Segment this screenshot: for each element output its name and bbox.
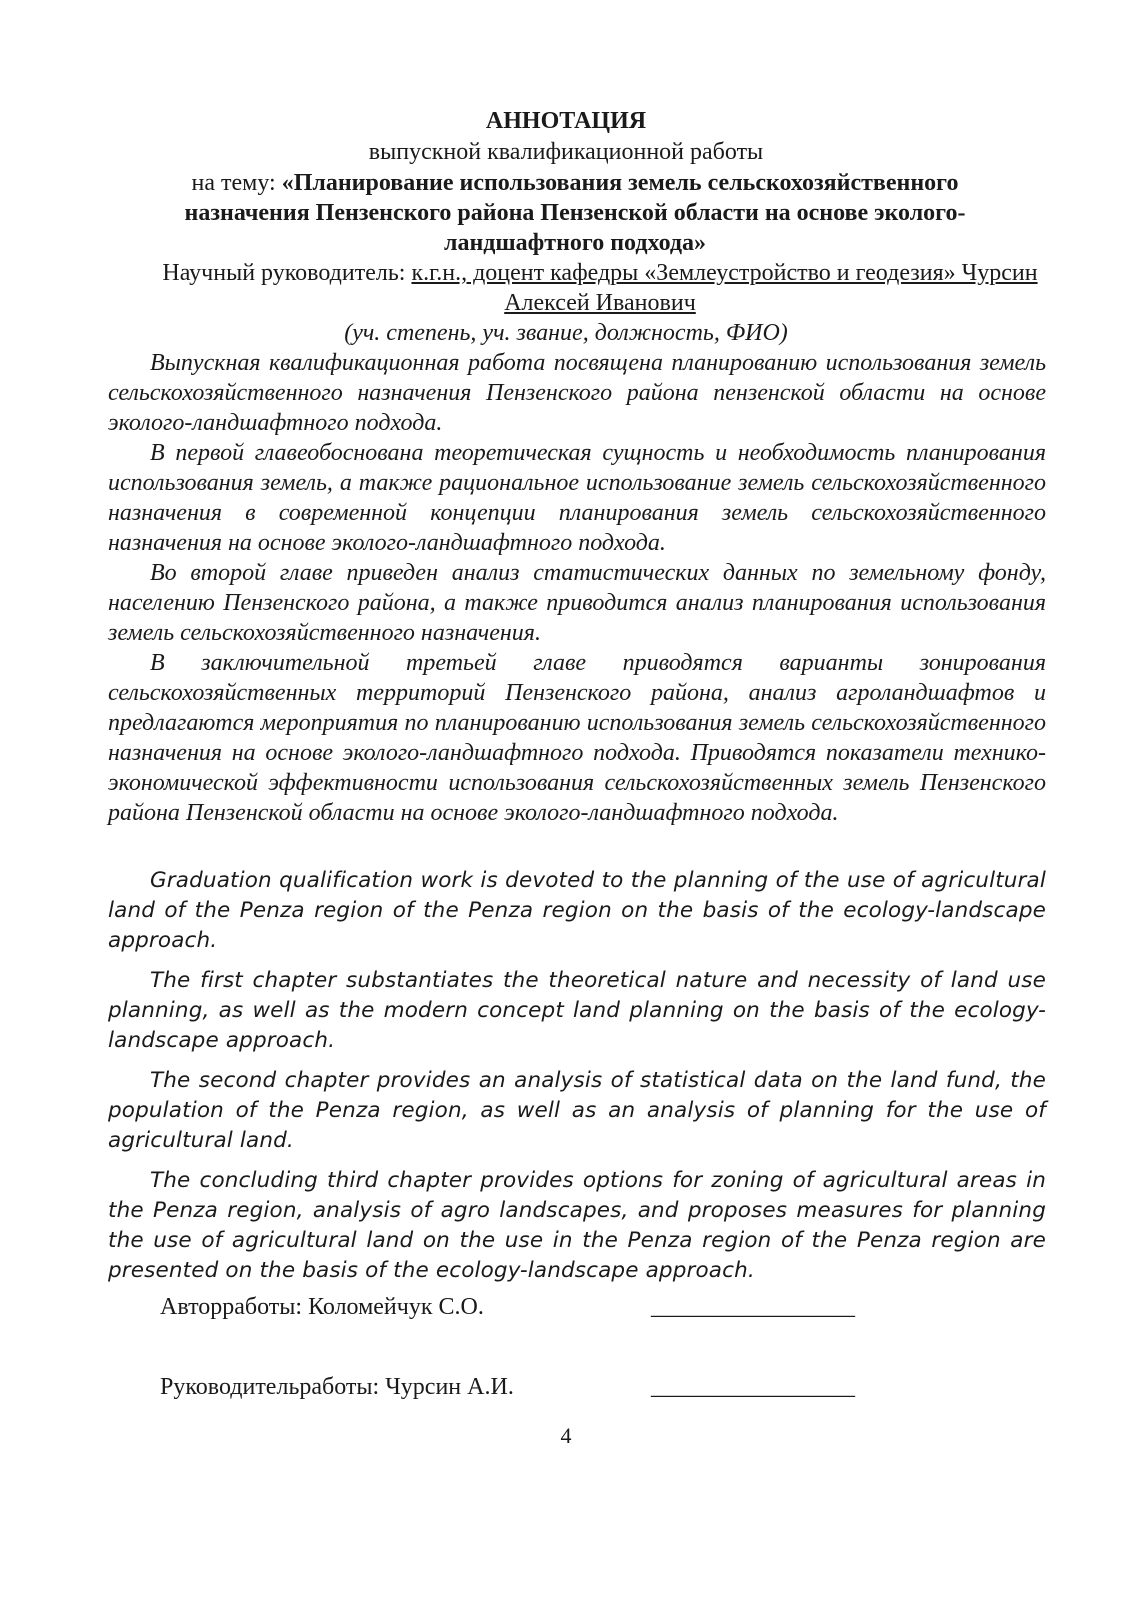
abstract-ru-paragraph: Во второй главе приведен анализ статистических данных по земельному фонду, населению Пензенского района, а также приводится анализ планирования использования земель сельскохозяйственного назначения. (108, 560, 1046, 646)
supervisor-signature-line: _________________ (651, 1374, 855, 1400)
author-signature-label: Авторработы: Коломейчук С.О. (160, 1294, 484, 1320)
supervisor-signature-label: Руководительработы: Чурсин А.И. (160, 1374, 514, 1400)
page-number: 4 (560, 1423, 572, 1448)
annotation-subtitle: выпускной квалификационной работы (368, 139, 764, 165)
topic-title: «Планирование использования земель сельскохозяйственного назначения Пензенского района Пензенской области на основе эколого-ландшафтного подхода» (184, 170, 966, 256)
supervisor-value: к.г.н., доцент кафедры «Землеустройство и геодезия» Чурсин Алексей Иванович (411, 260, 1038, 316)
supervisor-line (150, 258, 1050, 318)
author-signature-line: _________________ (651, 1294, 855, 1320)
annotation-title: АННОТАЦИЯ (485, 108, 647, 134)
abstract-ru-paragraph: Выпускная квалификационная работа посвящена планированию использования земель сельскохозяйственного назначения Пензенского района пензенской области на основе эколого-ландшафтного подхода. (108, 350, 1046, 436)
supervisor-label: Научный руководитель: (162, 260, 412, 286)
abstract-ru-paragraph: В первой главеобоснована теоретическая сущность и необходимость планирования использования земель, а также рациональное использование земель сельскохозяйственного назначения в современной концепции планирования земель сельскохозяйственного назначения на основе эколого-ландшафтного подхода. (108, 440, 1046, 556)
abstract-en-paragraph: Graduation qualification work is devoted to the planning of the use of agricultural land of the Penza region of the Penza region on the basis of the ecology-landscape approach. (108, 868, 1046, 953)
abstract-en-paragraph: The second chapter provides an analysis of statistical data on the land fund, the population of the Penza region, as well as an analysis of planning for the use of agricultural land. (108, 1068, 1046, 1153)
abstract-ru-paragraph: В заключительной третьей главе приводятся варианты зонирования сельскохозяйственных территорий Пензенского района, анализ агроландшафтов и предлагаются мероприятия по планированию использования земель сельскохозяйственного назначения на основе эколого-ландшафтного подхода. Приводятся показатели технико-экономической эффективности использования сельскохозяйственных земель Пензенского района Пензенской области на основе эколого-ландшафтного подхода. (108, 650, 1046, 826)
topic-prefix: на тему: (191, 170, 282, 196)
abstract-en-paragraph: The first chapter substantiates the theoretical nature and necessity of land use planning, as well as the modern concept land planning on the basis of the ecology-landscape approach. (108, 968, 1046, 1053)
supervisor-hint: (уч. степень, уч. звание, должность, ФИО) (344, 320, 788, 346)
abstract-russian (108, 348, 1046, 828)
thesis-topic (140, 168, 1010, 258)
abstract-english (108, 866, 1046, 1296)
abstract-en-paragraph: The concluding third chapter provides options for zoning of agricultural areas in the Penza region, analysis of agro landscapes, and proposes measures for planning the use of agricultural land on the use in the Penza region of the Penza region are presented on the basis of the ecology-landscape approach. (108, 1168, 1046, 1283)
